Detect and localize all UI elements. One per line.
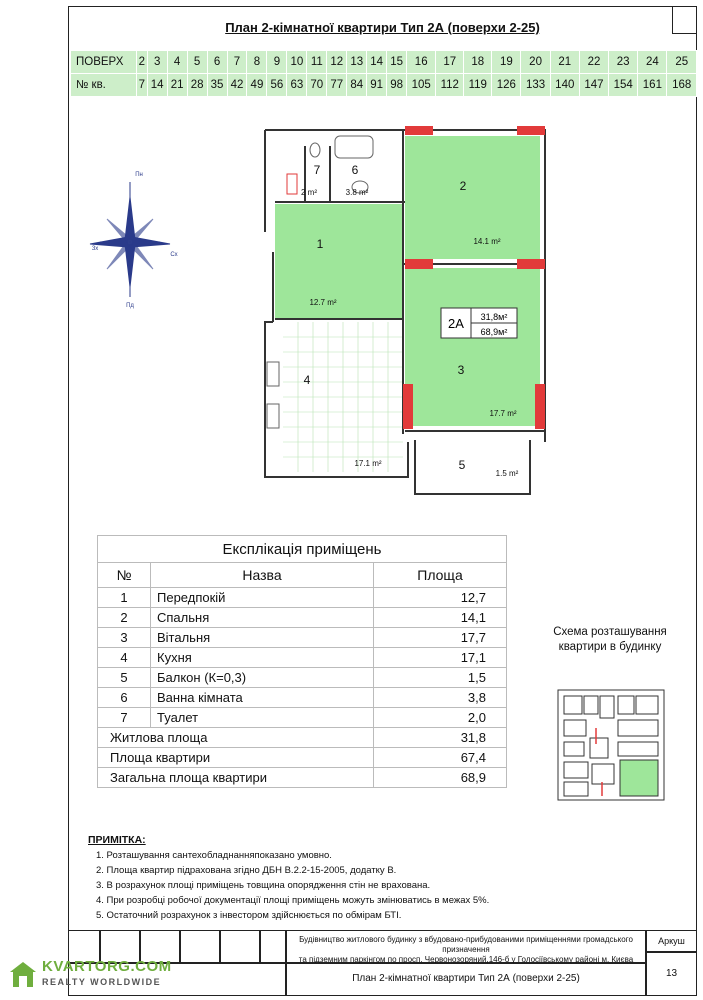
stamp-cell <box>180 930 220 963</box>
row-name: Ванна кімната <box>151 688 374 708</box>
apartment-cell: 70 <box>307 74 327 97</box>
stamp-cell <box>220 930 260 963</box>
floor-cell: 12 <box>327 51 347 74</box>
floor-cell: 15 <box>387 51 407 74</box>
floor-cell: 10 <box>287 51 307 74</box>
room-4-area: 17.1 m² <box>354 459 382 468</box>
floor-cell: 23 <box>609 51 638 74</box>
floor-cell: 14 <box>367 51 387 74</box>
room-7-number: 7 <box>313 163 321 177</box>
total-area: 31,8 <box>374 728 507 748</box>
floor-cell: 24 <box>638 51 667 74</box>
scheme-title <box>540 625 680 655</box>
notes-block <box>88 833 489 923</box>
explication-body <box>98 588 507 788</box>
floor-cell: 20 <box>521 51 550 74</box>
notes-title: ПРИМІТКА: <box>88 834 146 846</box>
building-location-scheme <box>556 688 666 803</box>
explication-row <box>98 668 507 688</box>
compass-east: Сх <box>170 252 178 258</box>
room-3-fill <box>405 268 540 426</box>
apartment-cell: 161 <box>638 74 667 97</box>
apartment-cell: 105 <box>407 74 436 97</box>
row-area: 14,1 <box>374 608 507 628</box>
apartment-cell: 49 <box>247 74 267 97</box>
note-item: 5. Остаточний розрахунок з інвестором здійснюється по обмірам БТІ. <box>96 910 402 921</box>
row-name: Туалет <box>151 708 374 728</box>
apartment-cell: 140 <box>550 74 579 97</box>
apartment-cell: 147 <box>579 74 608 97</box>
header-name: Назва <box>151 563 374 588</box>
stamp-sheet-label: Аркуш <box>646 930 697 952</box>
floor-cell: 17 <box>436 51 464 74</box>
header-area: Площа <box>374 563 507 588</box>
room-4-number: 4 <box>303 373 311 387</box>
total-name: Загальна площа квартири <box>98 768 374 788</box>
total-name: Житлова площа <box>98 728 374 748</box>
stamp-sheet-title: План 2-кімнатної квартири Тип 2А (поверхи 2-25) <box>286 963 646 996</box>
floor-cell: 21 <box>550 51 579 74</box>
explication-row <box>98 628 507 648</box>
row-number: 5 <box>98 668 151 688</box>
stamp-cell <box>260 930 286 963</box>
explication-row <box>98 708 507 728</box>
room-5-fill <box>419 444 527 492</box>
floor-cell: 18 <box>464 51 492 74</box>
floor-cell: 11 <box>307 51 327 74</box>
apartment-cell: 154 <box>609 74 638 97</box>
floor-cell: 22 <box>579 51 608 74</box>
row-area: 2,0 <box>374 708 507 728</box>
explication-header-row <box>98 563 507 588</box>
room-1-number: 1 <box>316 237 324 251</box>
row-number: 3 <box>98 628 151 648</box>
floor-cell: 8 <box>247 51 267 74</box>
row-number: 2 <box>98 608 151 628</box>
room-1-area: 12.7 m² <box>309 298 337 307</box>
apartment-cell: 133 <box>521 74 550 97</box>
explication-total-row <box>98 768 507 788</box>
explication-caption-row <box>98 536 507 563</box>
room-2-area: 14.1 m² <box>473 237 501 246</box>
watermark-tagline: REALTY WORLDWIDE <box>42 977 162 987</box>
floor-cell: 25 <box>667 51 697 74</box>
scheme-title-line1: Схема розташування <box>553 626 667 638</box>
watermark-brand: KVARTORG.COM <box>42 958 172 975</box>
apartment-cell: 77 <box>327 74 347 97</box>
apartment-cell: 168 <box>667 74 697 97</box>
explication-row <box>98 608 507 628</box>
stamp-project-line1: Будівництво житлового будинку з вбудовано-прибудованими приміщеннями громадського призначення <box>299 935 633 954</box>
floor-cell: 3 <box>147 51 167 74</box>
note-item: 2. Площа квартир підрахована згідно ДБН В.2.2-15-2005, додатку В. <box>96 865 397 876</box>
apartment-cell: 84 <box>347 74 367 97</box>
floor-cell: 16 <box>407 51 436 74</box>
note-item: 3. В розрахунок площі приміщень товщина опорядження стін не врахована. <box>96 880 431 891</box>
explication-total-row <box>98 728 507 748</box>
page-title: План 2-кімнатної квартири Тип 2А (поверхи 2-25) <box>225 20 540 35</box>
floor-cell: 4 <box>167 51 187 74</box>
floor-row <box>71 51 697 74</box>
floor-label: ПОВЕРХ <box>71 51 137 74</box>
kvartorg-watermark <box>8 958 178 994</box>
apartment-cell: 98 <box>387 74 407 97</box>
apartment-cell: 56 <box>267 74 287 97</box>
apartment-cell: 91 <box>367 74 387 97</box>
explication-row <box>98 588 507 608</box>
stamp-project-line2: та підземним паркінгом по просп. Червонозоряний,146-б у Голосіївському районі м. Києва <box>298 955 634 964</box>
floor-apartment-table <box>70 50 697 97</box>
note-item: 1. Розташування сантехобладнанняпоказано умовно. <box>96 850 332 861</box>
row-name: Вітальня <box>151 628 374 648</box>
row-name: Спальня <box>151 608 374 628</box>
compass-south: Пд <box>126 303 134 309</box>
row-area: 17,1 <box>374 648 507 668</box>
total-area-label: 68,9м² <box>480 327 508 337</box>
row-number: 4 <box>98 648 151 668</box>
row-area: 1,5 <box>374 668 507 688</box>
row-number: 6 <box>98 688 151 708</box>
room-3-area: 17.7 m² <box>489 409 517 418</box>
explication-row <box>98 688 507 708</box>
total-name: Площа квартири <box>98 748 374 768</box>
row-name: Балкон (К=0,3) <box>151 668 374 688</box>
apartment-cell: 7 <box>137 74 148 97</box>
stamp-sheet-number: 13 <box>646 952 697 996</box>
row-number: 7 <box>98 708 151 728</box>
room-6-number: 6 <box>351 163 359 177</box>
row-number: 1 <box>98 588 151 608</box>
explication-caption: Експлікація приміщень <box>98 536 507 563</box>
apartment-cell: 28 <box>187 74 207 97</box>
living-area-label: 31,8м² <box>480 312 508 322</box>
explication-table <box>97 535 507 788</box>
room-3-number: 3 <box>457 363 465 377</box>
floor-cell: 19 <box>492 51 521 74</box>
row-area: 17,7 <box>374 628 507 648</box>
apartment-type-box <box>441 308 517 338</box>
apartment-floor-plan <box>91 122 555 502</box>
apartment-label: № кв. <box>71 74 137 97</box>
room-1-fill <box>275 204 403 319</box>
apartment-cell: 119 <box>464 74 492 97</box>
note-item: 4. При розробці робочої документації площі приміщень можуть змінюватись в межах 5%. <box>96 895 490 906</box>
room-7-area: 2 m² <box>301 188 317 197</box>
floor-cell: 13 <box>347 51 367 74</box>
room-2-number: 2 <box>459 179 467 193</box>
apartment-cell: 126 <box>492 74 521 97</box>
house-logo-icon <box>8 960 38 990</box>
apartment-cell: 35 <box>207 74 227 97</box>
scheme-title-line2: квартири в будинку <box>558 641 662 653</box>
apartment-cell: 112 <box>436 74 464 97</box>
row-area: 3,8 <box>374 688 507 708</box>
apartment-row <box>71 74 697 97</box>
apartment-cell: 21 <box>167 74 187 97</box>
floor-cell: 5 <box>187 51 207 74</box>
apartment-cell: 14 <box>147 74 167 97</box>
header-number: № <box>98 563 151 588</box>
floor-cell: 7 <box>227 51 247 74</box>
room-6-area: 3.8 m² <box>345 188 369 197</box>
compass-west: Зх <box>91 246 99 252</box>
scheme-highlight-apartment <box>620 760 658 796</box>
apartment-cell: 42 <box>227 74 247 97</box>
floor-cell: 9 <box>267 51 287 74</box>
apartment-type: 2А <box>448 316 464 331</box>
row-name: Кухня <box>151 648 374 668</box>
explication-total-row <box>98 748 507 768</box>
room-5-area: 1.5 m² <box>495 469 519 478</box>
room-5-number: 5 <box>458 458 466 472</box>
stamp-project-cell <box>286 930 646 963</box>
floor-cell: 6 <box>207 51 227 74</box>
total-area: 68,9 <box>374 768 507 788</box>
row-area: 12,7 <box>374 588 507 608</box>
apartment-cell: 63 <box>287 74 307 97</box>
compass-north: Пн <box>135 172 143 178</box>
explication-row <box>98 648 507 668</box>
total-area: 67,4 <box>374 748 507 768</box>
row-name: Передпокій <box>151 588 374 608</box>
floor-cell: 2 <box>137 51 148 74</box>
